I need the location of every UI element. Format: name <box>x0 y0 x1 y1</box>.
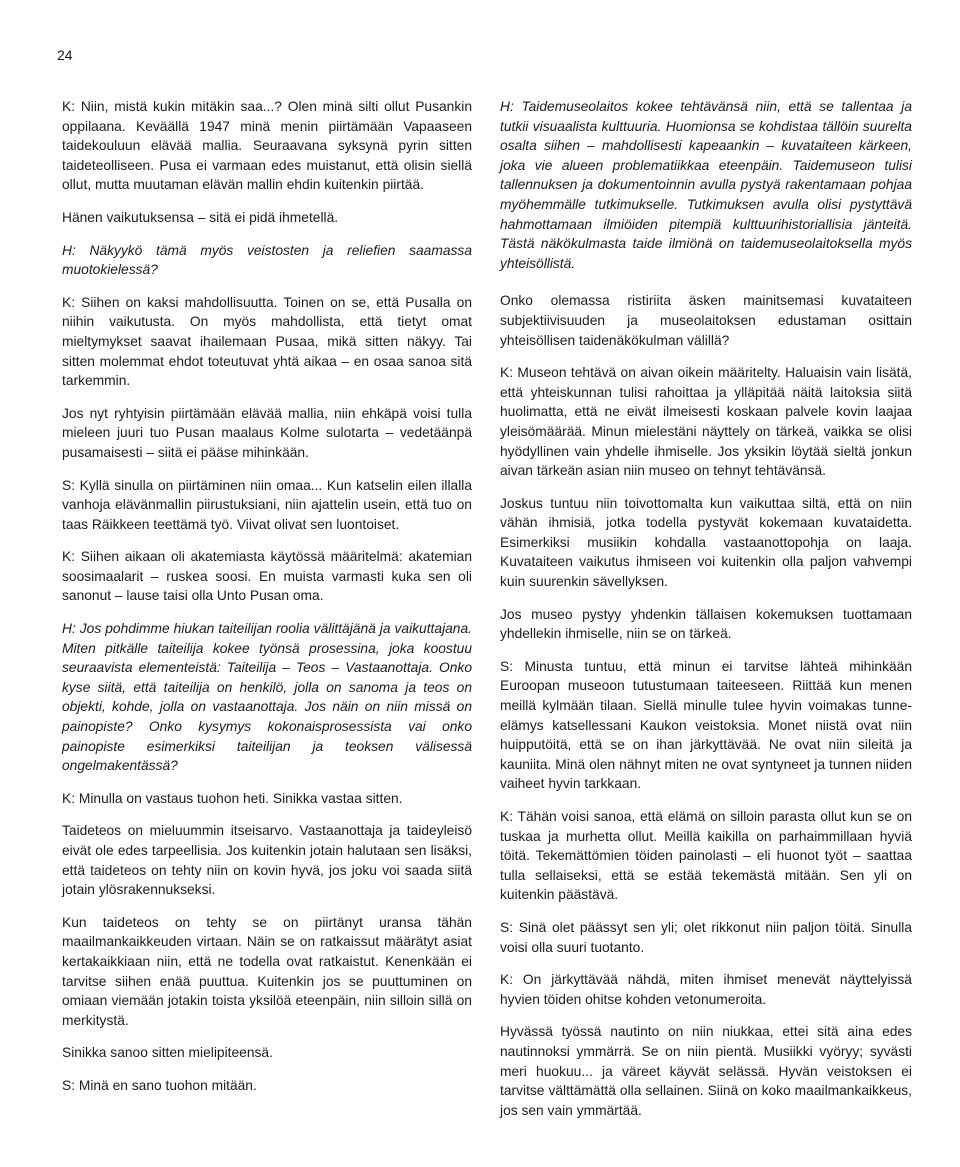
paragraph: K: Siihen on kaksi mahdollisuutta. Toinen on se, että Pusalla on niihin vaikutusta. On myös mahdollista, että tietyt omat mieltymykset saavat ihailemaan Pusaa, mikä sitten näkyy. Tai sitten molemmat ehdot toteutuvat yhtä aikaa – en osaa sanoa sitä tarkemmin. <box>62 294 472 389</box>
paragraph: Jos nyt ryhtyisin piirtämään elävää mallia, niin ehkäpä voisi tulla mieleen juuri tuo Pusan maalaus Kolme sulotarta – vedetäänpä pusamaisesti – siitä ei pääse mihinkään. <box>62 405 472 460</box>
paragraph: S: Kyllä sinulla on piirtäminen niin omaa... Kun katselin eilen illalla vanhoja elävänmallin piirustuksiani, niin ajattelin usein, että tuo on taas Räikkeen teettämä työ. Viivat olivat sen luontoiset. <box>62 477 472 532</box>
question-paragraph: H: Jos pohdimme hiukan taiteilijan roolia välittäjänä ja vaikuttajana. Miten pitkälle taiteilija kokee työnsä prosessina, joka koostuu seuraavista elementeistä: Taiteilija – Teos – Vastaanottaja. Onko kyse siitä, että taiteilija on henkilö, jolla on sanoma ja teos on objekti, kohde, jolla on vastaanottaja. Jos näin on niin missä on painopiste? Onko kysymys kokonaisprosessista vai onko painopiste esimerkiksi taiteilijan ja teoksen välisessä ongelmakentässä? <box>62 621 472 774</box>
paragraph: Hyvässä työssä nautinto on niin niukkaa, ettei sitä aina edes nautinnoksi ymmärrä. Se on niin pientä. Musiikki vyöryy; syvästi meri huokuu... ja väreet käyvät selässä. Hyvän veistoksen ei tarvitse välttämättä olla sellainen. Siinä on koko maailmankaikkeus, jos sen vain ymmärtää. <box>500 1024 912 1118</box>
right-column <box>500 97 912 1120</box>
paragraph: Hänen vaikutuksensa – sitä ei pidä ihmetellä. <box>62 209 339 225</box>
paragraph: K: Minulla on vastaus tuohon heti. Sinikka vastaa sitten. <box>62 790 403 806</box>
paragraph: Joskus tuntuu niin toivottomalta kun vaikuttaa siltä, että on niin vähän ihmisiä, jotka todella pystyvät kokemaan kuvataidetta. Esimerkiksi musiikin kohdalla vastaanottopohja on laaja. Kuvataiteen vaikutus ihmiseen voi kuitenkin olla paljon vahvempi kuin suurenkin sävellyksen. <box>500 495 912 590</box>
paragraph: S: Sinä olet päässyt sen yli; olet rikkonut niin paljon töitä. Sinulla voisi olla suuri tuotanto. <box>500 919 912 955</box>
left-column <box>62 97 472 1096</box>
paragraph: Kun taideteos on tehty se on piirtänyt uransa tähän maailmankaikkeuden virtaan. Näin se on ratkaissut määrätyt asiat kertakaikkiaan niin, että ne todella ovat ratkaistut. Kenenkään ei tarvitse siihen enää puuttua. Kuitenkin jos se puuttuminen on omiaan viemään jotakin toista yksilöä eteenpäin, niin silloin sillä on merkitystä. <box>62 914 472 1028</box>
paragraph: K: Museon tehtävä on aivan oikein määritelty. Haluaisin vain lisätä, että yhteiskunnan tulisi rahoittaa ja ylläpitää näitä laitoksia siitä huolimatta, että ne eivät ilmeisesti koskaan palvele kovin laajaa yleisömäärää. Minun mielestäni näyttely on tärkeä, vaikka se olisi hyödyllinen vain yhdelle ihmiselle. Jos yksikin löytää sieltä jonkun aivan tärkeän asian niin museo on tehnyt tehtävänsä. <box>500 365 912 479</box>
question-paragraph: H: Taidemuseolaitos kokee tehtävänsä niin, että se tallentaa ja tutkii visuaalista kulttuuria. Huomionsa se kohdistaa tällöin suurelta osalta siihen – mahdollisesti kapeaankin – kuvataiteen kärkeen, joka vie alueen problematiikkaa eteenpäin. Taidemuseon tulisi tallennuksen ja dokumentoinnin avulla pystyä rakentamaan pohjaa myöhemmälle tutkimukselle. Tutkimuksen avulla olisi pystyttävä hahmottamaan ilmiöiden pitempiä kulttuurihistoriallisia jänteitä. Tästä näkökulmasta taide ilmiönä on taidemuseolaitoksella myös yhteisöllistä. <box>500 99 912 271</box>
paragraph: Onko olemassa ristiriita äsken mainitsemasi kuvataiteen subjektiivisuuden ja museolaitoksen edustaman osittain yhteisöllisen taidenäkökulman välillä? <box>500 293 912 348</box>
paragraph: S: Minä en sano tuohon mitään. <box>62 1077 257 1093</box>
paragraph: K: On järkyttävää nähdä, miten ihmiset menevät näyttelyissä hyvien töiden ohitse kohden vetonumeroita. <box>500 972 912 1007</box>
paragraph: K: Siihen aikaan oli akatemiasta käytössä määritelmä: akatemian soosimaalarit – ruskea soosi. En muista varmasti kuka sen oli sanonut – lause taisi olla Unto Pusan oma. <box>62 549 472 604</box>
page-number: 24 <box>57 47 73 63</box>
paragraph: K: Niin, mistä kukin mitäkin saa...? Olen minä silti ollut Pusankin oppilaana. Keväällä 1947 minä menin piirtämään Vapaaseen taidekouluun elävää mallia. Seuraavana syksynä pyrin sitten taideteolliseen. Pusa ei varmaan edes muistanut, että olisin siellä ollut, mutta muutaman elävän mallin ehdin kuitenkin piirtää. <box>62 99 472 193</box>
paragraph: Sinikka sanoo sitten mielipiteensä. <box>62 1045 273 1061</box>
paragraph: Taideteos on mieluummin itseisarvo. Vastaanottaja ja taideyleisö eivät ole edes tarpeellisia. Jos kuitenkin jotain halutaan sen lisäksi, että taideteos on tehty niin on kovin hyvä, jos joku voi saada siitä jotain ylösrakennukseksi. <box>62 823 472 898</box>
paragraph: Jos museo pystyy yhdenkin tällaisen kokemuksen tuottamaan yhdellekin ihmiselle, niin se on tärkeä. <box>500 606 912 642</box>
paragraph: K: Tähän voisi sanoa, että elämä on silloin parasta ollut kun se on tuskaa ja murhetta ollut. Meillä kaikilla on parhaimmillaan hyviä töitä. Tekemättömien töiden painolasti – eli huonot työt – saattaa tulla sellaiseksi, että se estää tekemästä mitään. Sen yli on kuitenkin päästävä. <box>500 809 912 903</box>
paragraph: S: Minusta tuntuu, että minun ei tarvitse lähteä mihinkään Euroopan museoon tutustumaan taiteeseen. Riittää kun menen meillä kylmään tilaan. Siellä minulle tulee hyvin voimakas tunne-elämys katsellessani Kaukon veistoksia. Monet niistä ovat niin huipputöitä, että se on ihan järkyttävää. Ne ovat niin sileitä ja kauniita. Minä olen nähnyt miten ne ovat syntyneet ja tunnen niiden vaiheet hyvin tarkkaan. <box>500 658 912 792</box>
question-paragraph: H: Näkyykö tämä myös veistosten ja reliefien saamassa muotokielessä? <box>62 242 472 278</box>
